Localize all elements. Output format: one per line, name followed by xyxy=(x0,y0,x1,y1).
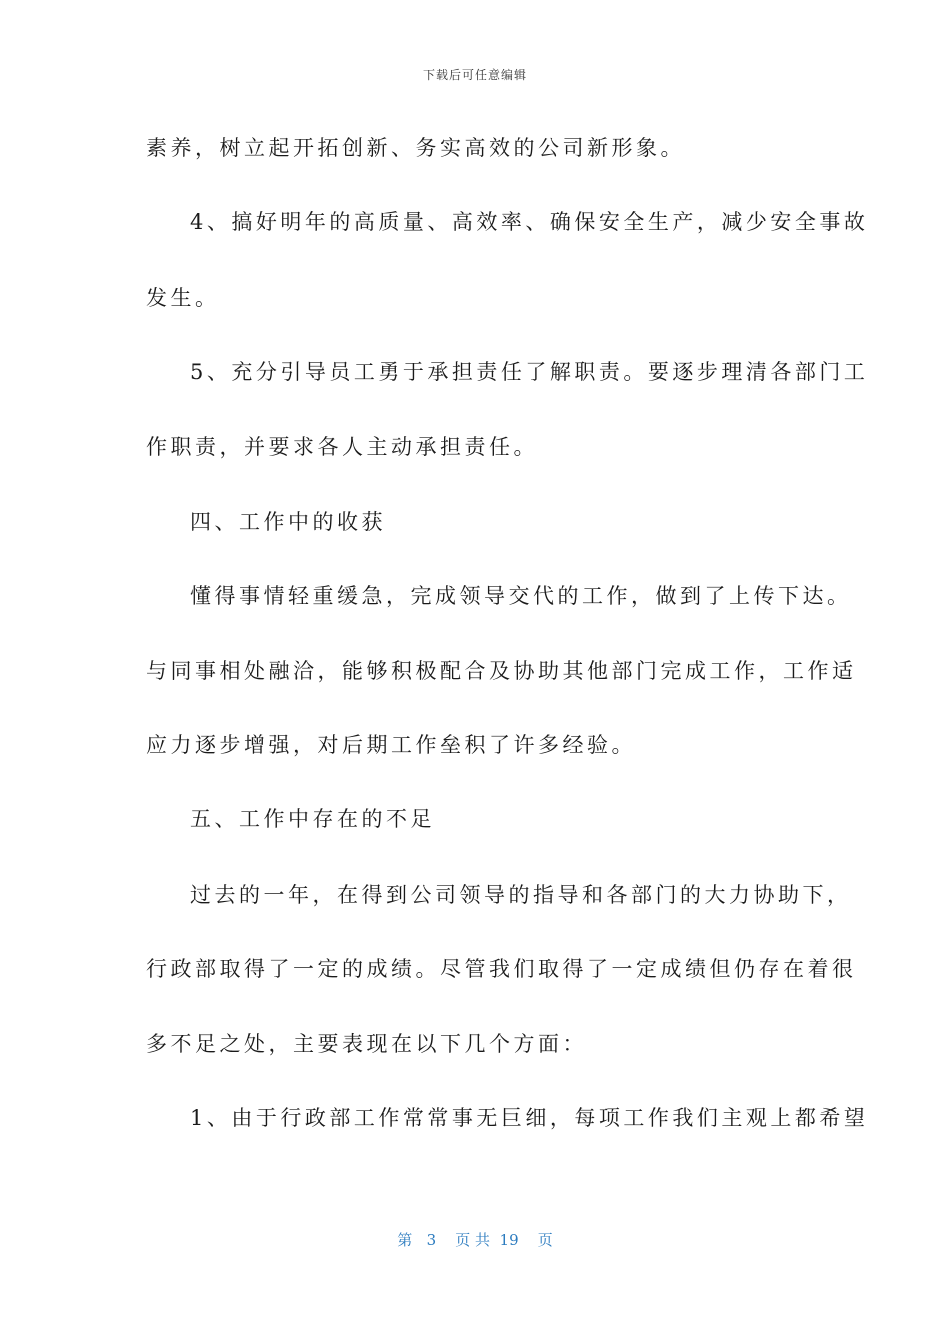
section-heading: 四、工作中的收获 xyxy=(190,510,386,534)
body-line: 懂得事情轻重缓急，完成领导交代的工作，做到了上传下达。 xyxy=(190,584,852,608)
body-line: 4、搞好明年的高质量、高效率、确保安全生产，减少安全事故 xyxy=(190,210,869,234)
body-line: 1、由于行政部工作常常事无巨细，每项工作我们主观上都希望 xyxy=(190,1106,869,1130)
body-line: 作职责，并要求各人主动承担责任。 xyxy=(146,435,538,459)
body-line: 发生。 xyxy=(146,286,220,310)
body-line: 多不足之处，主要表现在以下几个方面： xyxy=(146,1032,587,1056)
body-line: 素养，树立起开拓创新、务实高效的公司新形象。 xyxy=(146,136,685,160)
footer-prefix: 第 xyxy=(397,1231,413,1249)
page-header: 下载后可任意编辑 xyxy=(422,68,527,82)
total-pages-number: 19 xyxy=(499,1231,519,1249)
footer-suffix: 页 xyxy=(537,1231,553,1249)
body-line: 应力逐步增强，对后期工作垒积了许多经验。 xyxy=(146,733,636,757)
body-line: 过去的一年，在得到公司领导的指导和各部门的大力协助下， xyxy=(190,883,852,907)
page-footer xyxy=(0,1229,950,1250)
body-line: 行政部取得了一定的成绩。尽管我们取得了一定成绩但仍存在着很 xyxy=(146,957,857,981)
body-line: 5、充分引导员工勇于承担责任了解职责。要逐步理清各部门工 xyxy=(190,360,869,384)
current-page-number: 3 xyxy=(426,1231,437,1249)
footer-middle: 页 共 xyxy=(455,1231,490,1249)
section-heading: 五、工作中存在的不足 xyxy=(190,807,435,831)
body-line: 与同事相处融洽，能够积极配合及协助其他部门完成工作，工作适 xyxy=(146,659,857,683)
